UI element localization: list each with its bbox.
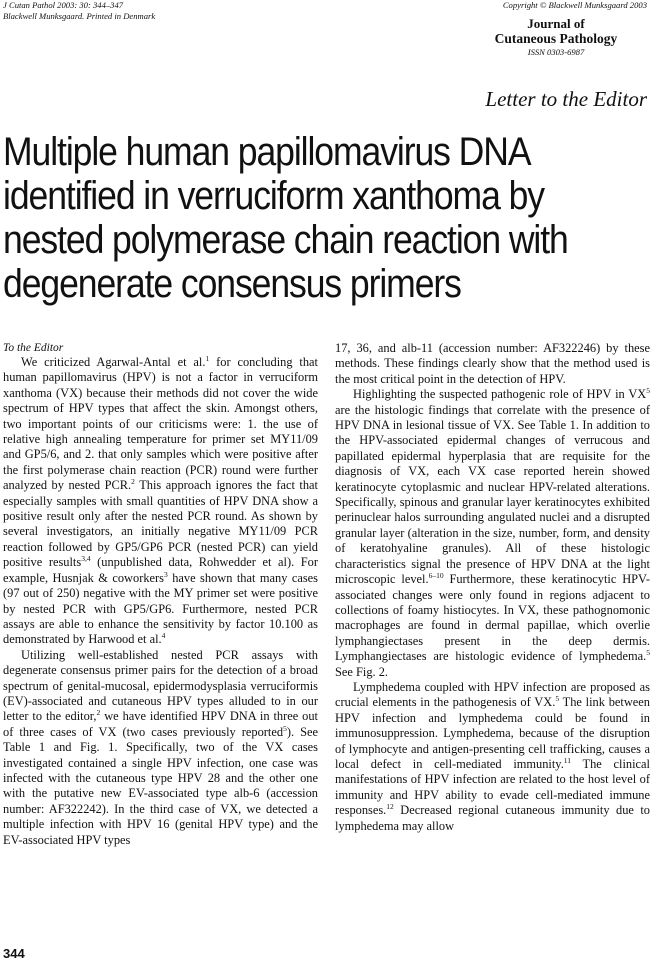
body-paragraph: Utilizing well-established nested PCR assays with degenerate consensus primer pairs for the detection of a broad spectrum of genital-mucosal, epidermodysplasia verruciformis (EV)-associated and cutaneous HPV types alluded to in our letter to the editor,$^2$ we have identified HPV DNA in three out of three cases of VX (two cases previously reported$^5$). See Table 1 and Fig. 1. Specifically, two of the VX cases investigated contained a single HPV infection, one case was infected with the cutaneous type HPV 28 and the other one with the putative new EV-associated type alb-6 (accession number: AF322242). In the third case of VX, we detected a multiple infection with HPV 16 (genital HPV type) and the EV-associated HPV types xyxy=(3,647,318,847)
body-paragraph: We criticized Agarwal-Antal et al.$^1$ for concluding that human papillomavirus (HPV) is not a factor in verruciform xanthoma (VX) because their methods did not cover the wide spectrum of HPV types that affect the skin. Amongst others, two important points of our criticisms were: 1. the use of relative high annealing temperature for primer set MY11/09 and GP5/6, and 2. that only samples which were positive after the first polymerase chain reaction (PCR) round were further analyzed by nested PCR.$^2$ This approach ignores the fact that especially samples with small quantities of HPV DNA show a positive result only after the nested PCR round. As shown by several investigators, an initially negative MY11/09 PCR reaction followed by GP5/GP6 PCR (nested PCR) can yield positive results$^{3,4}$ (unpublished data, Rohwedder et al). For example, Husnjak & coworkers$^3$ have shown that many cases (97 out of 250) negative with the MY primer set were positive by nested PCR with GP5/GP6. Furthermore, nested PCR assays are able to enhance the sensitivity by factor 10.100 as demonstrated by Harwood et al.$^4$ xyxy=(3,354,318,647)
publisher-line: Blackwell Munksgaard. Printed in Denmark xyxy=(3,10,156,21)
body-paragraph: 17, 36, and alb-11 (accession number: AF322246) by these methods. These findings clearly show that the method used is the most critical point in the detection of HPV. xyxy=(335,341,650,386)
article-title: Multiple human papillomavirus DNA identified in verruciform xanthoma by nested polymerase chain reaction with degenerate consensus primers xyxy=(3,130,568,306)
citation-line: J Cutan Pathol 2003: 30: 344–347 xyxy=(3,0,124,10)
page-number: 344 xyxy=(3,946,25,961)
issn: ISSN 0303-6987 xyxy=(527,47,585,57)
copyright-header xyxy=(503,0,647,11)
body-paragraph: Lymphedema coupled with HPV infection are proposed as crucial elements in the pathogenesis of VX.$^5$ The link between HPV infection and lymphedema could be found in immunosuppression. Lymphedema, because of the disruption of lymphocyte and antigen-presenting cell trafficking, causes a local defect in cell-mediated immunity.$^{11}$ The clinical manifestations of HPV infection are related to the host level of immunity and HPV ability to evade cell-mediated immune responses.$^{12}$ Decreased regional cutaneous immunity due to lymphedema may allow xyxy=(335,679,650,833)
citation-header xyxy=(3,0,155,21)
copyright-line: Copyright © Blackwell Munksgaard 2003 xyxy=(502,0,647,10)
journal-name-line2: Cutaneous Pathology xyxy=(494,31,618,46)
journal-masthead xyxy=(476,16,636,58)
to-the-editor-label: To the Editor xyxy=(3,342,64,354)
section-label: Letter to the Editor xyxy=(485,87,647,111)
left-column xyxy=(3,341,318,848)
body-paragraph: Highlighting the suspected pathogenic role of HPV in $VX^5$ are the histologic findings that correlate with the presence of HPV DNA in lesional tissue of VX. See Table 1. In addition to the HPV-associated epidermal changes of verrucous and papillated epidermal hyperplasia that are requisite for the diagnosis of VX, each VX case reported herein showed keratinocyte cytoplasmic and nuclear HPV-related alterations. Specifically, spinous and granular layer keratinocytes exhibited perinuclear halos surrounding angulated nuclei and a disrupted granular layer (alteration in the size, number, form, and density of keratohyaline granules). All of these histologic characteristics signal the presence of HPV DNA at the light microscopic level.$^{6-10}$ Furthermore, these keratinocytic HPV-associated changes were only found in regions adjacent to collections of foamy histiocytes. In VX, these pathognomonic macrophages are found in dermal papillae, which overlie lymphangiectases present in the deep dermis. Lymphangiectases are histologic evidence of lymphedema.$^5$ See Fig. 2. xyxy=(335,386,650,679)
right-column xyxy=(335,341,650,834)
journal-name-line1: Journal of xyxy=(527,16,585,31)
